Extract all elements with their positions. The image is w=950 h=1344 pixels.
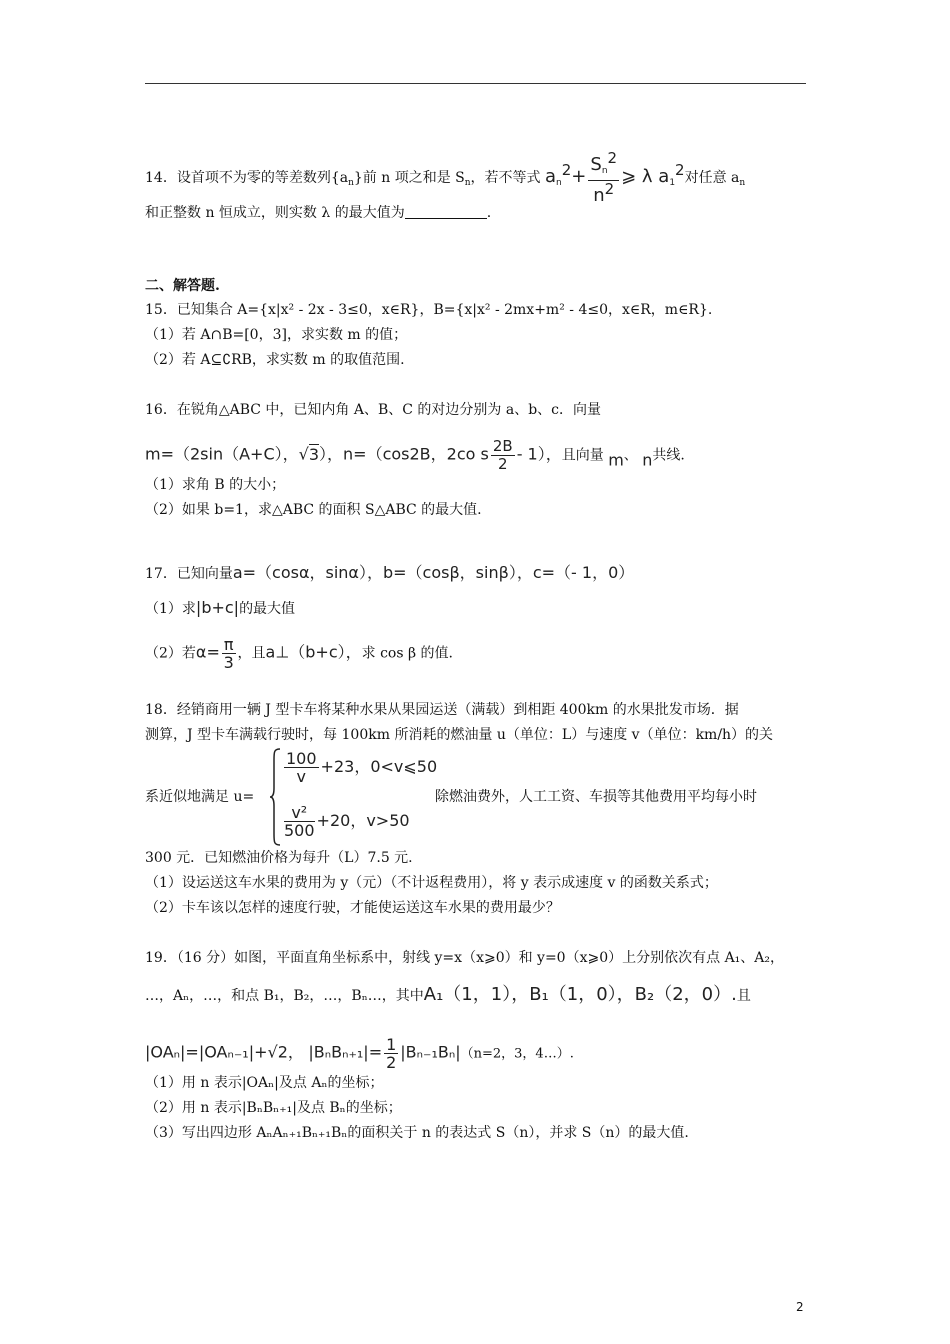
sup: 2 (561, 161, 572, 179)
vector-c: c=（- 1，0） (532, 563, 635, 582)
q16-part1: （1）求角 B 的大小； (145, 477, 286, 493)
q17-text: （1）求 (145, 601, 196, 617)
q14-inequality (545, 149, 685, 206)
frac-num: 100 (286, 749, 317, 768)
q14-text: . (486, 205, 492, 221)
frac-den: v (296, 767, 306, 786)
math: + (571, 166, 587, 187)
header-rule (145, 83, 806, 84)
q17-math: α= (195, 642, 220, 662)
frac-num: 1 (386, 1035, 397, 1054)
q16-text: 且向量 (561, 447, 604, 464)
math: S (590, 154, 602, 175)
vector-b: b=（cosβ，sinβ）， (382, 563, 533, 582)
case2-condition: +20，v>50 (316, 811, 410, 830)
answer-blank (405, 204, 487, 219)
q14-text: 对任意 a (684, 170, 740, 186)
q18-case2 (282, 804, 410, 839)
q15-part1: （1）若 A∩B=[0，3]，求实数 m 的值； (145, 327, 408, 343)
q19-line2 (145, 985, 751, 1006)
q18-case1 (282, 750, 437, 785)
q17-text: ，且 (237, 645, 266, 662)
math: a (545, 166, 557, 187)
sub: n (348, 178, 354, 188)
case1-fraction (284, 750, 319, 785)
q16-text: 共线. (652, 447, 685, 464)
q18-line3-post: 除燃油费外，人工工资、车损等其他费用平均每小时 (435, 789, 757, 805)
sub: n (464, 178, 471, 188)
case1-condition: +23，0<v⩽50 (320, 757, 438, 776)
sub: n (556, 178, 562, 188)
q14-fraction (588, 150, 619, 204)
q16-math: - 1）， (516, 444, 562, 464)
sqrt-radicand: 3 (308, 444, 320, 464)
sup: 2 (675, 161, 685, 179)
q19-text: …，Aₙ，…，和点 B₁，B₂，…，Bₙ…，其中 (145, 988, 424, 1004)
vector-a: a=（cosα，sinα）， (232, 563, 383, 582)
q17-part1 (145, 598, 295, 619)
q16-n-vector: ），n=（cos2B，2co s (319, 444, 489, 464)
q18-line1: 18．经销商用一辆 J 型卡车将某种水果从果园运送（满载）到相距 400km 的水果批发市场．据 (145, 702, 739, 718)
q16-stem: 16．在锐角△ABC 中，已知内角 A、B、C 的对边分别为 a、b、c．向量 (145, 402, 602, 418)
frac-num: 2B (492, 437, 513, 455)
q14-text: 和正整数 n 恒成立，则实数 λ 的最大值为 (145, 205, 405, 221)
sqrt-symbol: √ (298, 444, 309, 464)
q15-stem: 15．已知集合 A={x|x² - 2x - 3≤0，x∈R}，B={x|x² - 2mx+m² - 4≤0，x∈R，m∈R}. (145, 302, 713, 318)
q14-text: 14．设首项不为零的等差数列{a (145, 170, 349, 186)
q19-line1: 19．（16 分）如图，平面直角坐标系中，射线 y=x（x⩾0）和 y=0（x⩾0）上分别依次有点 A₁、A₂， (145, 950, 785, 966)
q17-math: a⊥（b+c）， (265, 642, 362, 662)
q18-line4: 300 元．已知燃油价格为每升（L）7.5 元. (145, 850, 413, 866)
q19-text: （n=2，3，4…）. (460, 1046, 574, 1062)
q17-stem (145, 563, 634, 584)
sup: 2 (607, 149, 618, 167)
q16-m-vector: m=（2sin（A+C）， (145, 444, 299, 464)
frac-num: π (223, 635, 234, 654)
q17-text: 的最大值 (239, 601, 296, 617)
q16-vectors (145, 438, 685, 473)
frac-den: 500 (284, 821, 315, 840)
q14-text: ，若不等式 (470, 170, 541, 186)
q18-part2: （2）卡车该以怎样的速度行驶，才能使运送这车水果的费用最少？ (145, 900, 560, 916)
q19-part3: （3）写出四边形 AₙAₙ₊₁Bₙ₊₁Bₙ的面积关于 n 的表达式 S（n），并求 S（n）的最大值. (145, 1125, 689, 1141)
q15-part2: （2）若 A⊆∁RB，求实数 m 的取值范围. (145, 352, 405, 368)
vector-m: m (608, 450, 624, 470)
q16-fraction (491, 438, 515, 473)
math: ⩾ λ a (621, 166, 670, 187)
q14-line1 (145, 150, 745, 204)
q17-text: 17．已知向量 (145, 566, 233, 582)
q19-text: 且 (736, 988, 751, 1004)
q19-fraction (384, 1036, 398, 1071)
frac-den: 3 (223, 653, 234, 672)
q18-part1: （1）设运送这车水果的费用为 y（元）（不计返程费用），将 y 表示成速度 v 的函数关系式； (145, 875, 718, 891)
piecewise-brace (269, 748, 281, 846)
sub: 1 (669, 178, 676, 188)
q16-text: 、 (623, 447, 638, 464)
q16-part2: （2）如果 b=1，求△ABC 的面积 S△ABC 的最大值. (145, 502, 482, 518)
sub: n (739, 178, 746, 188)
q19-part1: （1）用 n 表示|OAₙ|及点 Aₙ的坐标； (145, 1075, 384, 1091)
q17-part2 (145, 636, 453, 671)
page-number: 2 (796, 1300, 804, 1314)
q19-points: A₁（1，1），B₁（1，0），B₂（2，0）. (423, 984, 737, 1005)
q17-text: （2）若 (145, 645, 196, 662)
frac-den (588, 181, 619, 204)
q19-math: |BₙBₙ₊₁|= (308, 1042, 383, 1062)
sup: 2 (604, 180, 615, 198)
section-title: 二、解答题. (145, 278, 220, 294)
frac-den: 2 (386, 1053, 397, 1072)
frac-num: v² (284, 804, 315, 822)
q14-text: }前 n 项之和是 S (353, 170, 465, 186)
q18-line3-pre: 系近似地满足 u= (145, 789, 255, 805)
q19-math: |OAₙ|=|OAₙ₋₁|+√2， (145, 1042, 304, 1062)
q19-math: |Bₙ₋₁Bₙ| (400, 1042, 461, 1062)
q17-math: |b+c| (195, 598, 240, 617)
q19-line3 (145, 1036, 574, 1071)
frac-den: 2 (497, 455, 508, 473)
frac-num (588, 150, 619, 181)
vector-n: n (642, 450, 653, 470)
q18-line2: 测算，J 型卡车满载行驶时，每 100km 所消耗的燃油量 u（单位：L）与速度 v（单位：km/h）的关 (145, 727, 774, 743)
q19-part2: （2）用 n 表示|BₙBₙ₊₁|及点 Bₙ的坐标； (145, 1100, 402, 1116)
q17-fraction (222, 636, 236, 671)
sub: n (601, 166, 608, 176)
case2-fraction (284, 804, 315, 839)
q14-line2 (145, 203, 491, 223)
math: n (593, 185, 605, 206)
q17-text: 求 cos β 的值. (361, 645, 453, 662)
